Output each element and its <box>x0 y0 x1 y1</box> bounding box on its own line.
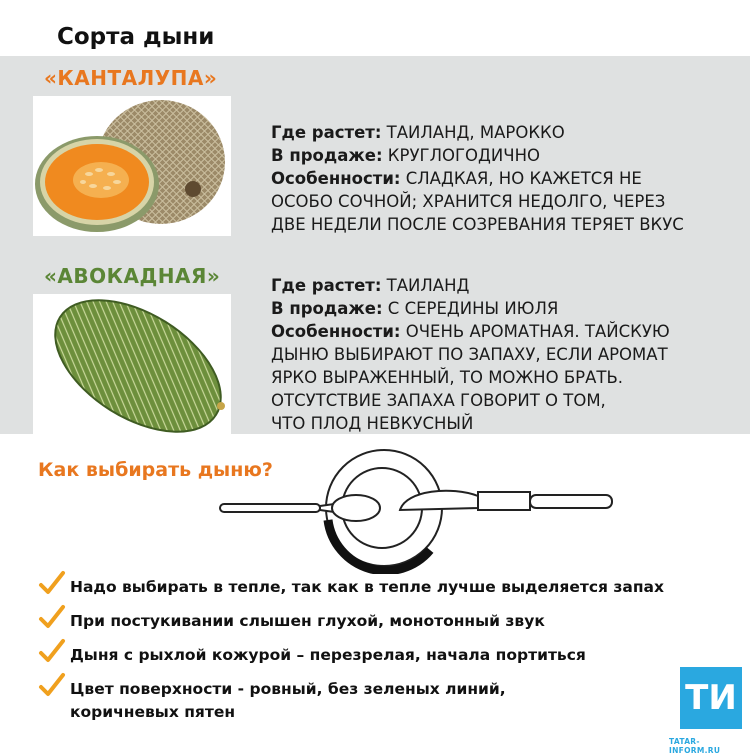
check-icon <box>38 570 66 598</box>
how-to-choose-title: Как выбирать дыню? <box>38 459 273 481</box>
logo-url: TATAR-INFORM.RU <box>669 737 721 755</box>
tip-item: Дыня с рыхлой кожурой – перезрелая, начала портиться <box>38 644 698 667</box>
check-icon <box>38 672 66 700</box>
variety-name-cantaloupe: «КАНТАЛУПА» <box>44 66 218 90</box>
plate-spoon-knife-illustration <box>216 446 616 574</box>
tips-list <box>38 576 698 735</box>
avocado-melon-photo <box>33 294 231 434</box>
tatar-inform-logo: ТИ <box>680 667 742 729</box>
tip-item: Надо выбирать в тепле, так как в тепле лучше выделяется запах <box>38 576 698 599</box>
tip-item: При постукивании слышен глухой, монотонный звук <box>38 610 698 633</box>
check-icon <box>38 604 66 632</box>
tip-item: Цвет поверхности - ровный, без зеленых линий, коричневых пятен <box>38 678 540 724</box>
variety-name-avocado: «АВОКАДНАЯ» <box>44 264 221 288</box>
cantaloupe-info: Где растет: ТАИЛАНД, МАРОККО В продаже: КРУГЛОГОДИЧНО Особенности: СЛАДКАЯ, НО КАЖЕТСЯ НЕ ОСОБО СОЧНОЙ; ХРАНИТСЯ НЕДОЛГО, ЧЕРЕЗ ДВЕ НЕДЕЛИ ПОСЛЕ СОЗРЕВАНИЯ ТЕРЯЕТ ВКУС <box>271 123 684 234</box>
cantaloupe-photo <box>33 96 231 236</box>
avocado-info: Где растет: ТАИЛАНД В продаже: С СЕРЕДИНЫ ИЮЛЯ Особенности: ОЧЕНЬ АРОМАТНАЯ. ТАЙСКУЮ ДЫНЮ ВЫБИРАЮТ ПО ЗАПАХУ, ЕСЛИ АРОМАТ ЯРКО ВЫРАЖЕННЫЙ, ТО МОЖНО БРАТЬ. ОТСУТСТВИЕ ЗАПАХА ГОВОРИТ О ТОМ, ЧТО ПЛОД НЕВКУСНЫЙ <box>271 276 670 433</box>
check-icon <box>38 638 66 666</box>
page-title: Сорта дыни <box>57 24 215 50</box>
